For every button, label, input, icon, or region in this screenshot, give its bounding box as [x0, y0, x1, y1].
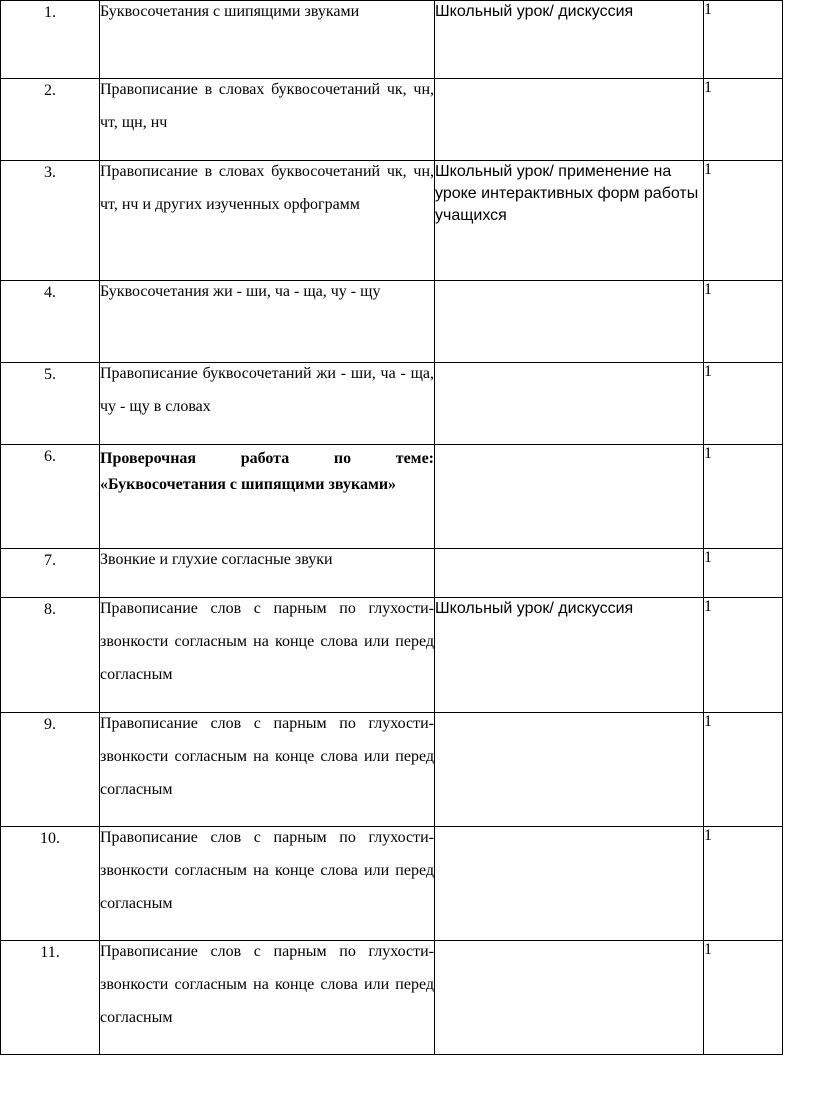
lesson-hours: 1 [704, 598, 783, 713]
lesson-form [435, 549, 704, 598]
table-row [1, 445, 783, 549]
row-number: 9. [1, 713, 100, 827]
table-row [1, 713, 783, 827]
table-row [1, 281, 783, 363]
row-number: 5. [1, 363, 100, 445]
lesson-topic: Звонкие и глухие согласные звуки [100, 549, 435, 598]
lesson-topic: Правописание слов с парным по глухости-звонкости согласным на конце слова или перед согласным [100, 941, 435, 1055]
table-row [1, 79, 783, 161]
row-number: 6. [1, 445, 100, 549]
lesson-hours: 1 [704, 79, 783, 161]
lesson-topic: Правописание буквосочетаний жи - ши, ча - ща, чу - щу в словах [100, 363, 435, 445]
lesson-topic: Правописание в словах буквосочетаний чк, чн, чт, нч и других изученных орфограмм [100, 161, 435, 281]
table-row [1, 827, 783, 941]
lesson-form [435, 941, 704, 1055]
lesson-hours: 1 [704, 161, 783, 281]
lesson-topic: Правописание в словах буквосочетаний чк, чн, чт, щн, нч [100, 79, 435, 161]
lesson-hours: 1 [704, 827, 783, 941]
table-row [1, 363, 783, 445]
lesson-hours: 1 [704, 713, 783, 827]
table-row [1, 598, 783, 713]
lesson-topic: Правописание слов с парным по глухости-звонкости согласным на конце слова или перед согласным [100, 713, 435, 827]
table-row [1, 941, 783, 1055]
lesson-form: Школьный урок/ применение на уроке интерактивных форм работы учащихся [435, 161, 704, 281]
lesson-hours: 1 [704, 549, 783, 598]
table-row [1, 549, 783, 598]
lesson-form [435, 445, 704, 549]
lesson-hours: 1 [704, 363, 783, 445]
lesson-topic: Проверочная работа по теме: «Буквосочетания с шипящими звуками» [100, 445, 435, 549]
row-number: 4. [1, 281, 100, 363]
row-number: 10. [1, 827, 100, 941]
lesson-form [435, 363, 704, 445]
lesson-topic: Буквосочетания с шипящими звуками [100, 1, 435, 79]
lesson-topic: Правописание слов с парным по глухости-звонкости согласным на конце слова или перед согласным [100, 827, 435, 941]
lesson-topic: Правописание слов с парным по глухости-звонкости согласным на конце слова или перед согласным [100, 598, 435, 713]
lesson-form [435, 713, 704, 827]
lesson-hours: 1 [704, 941, 783, 1055]
table-row [1, 161, 783, 281]
row-number: 8. [1, 598, 100, 713]
row-number: 2. [1, 79, 100, 161]
row-number: 7. [1, 549, 100, 598]
lesson-form [435, 827, 704, 941]
lesson-topic: Буквосочетания жи - ши, ча - ща, чу - щу [100, 281, 435, 363]
lesson-form: Школьный урок/ дискуссия [435, 598, 704, 713]
lesson-form: Школьный урок/ дискуссия [435, 1, 704, 79]
row-number: 3. [1, 161, 100, 281]
lesson-hours: 1 [704, 1, 783, 79]
row-number: 11. [1, 941, 100, 1055]
table-row [1, 1, 783, 79]
lesson-form [435, 281, 704, 363]
row-number: 1. [1, 1, 100, 79]
lesson-form [435, 79, 704, 161]
lesson-hours: 1 [704, 281, 783, 363]
lesson-hours: 1 [704, 445, 783, 549]
